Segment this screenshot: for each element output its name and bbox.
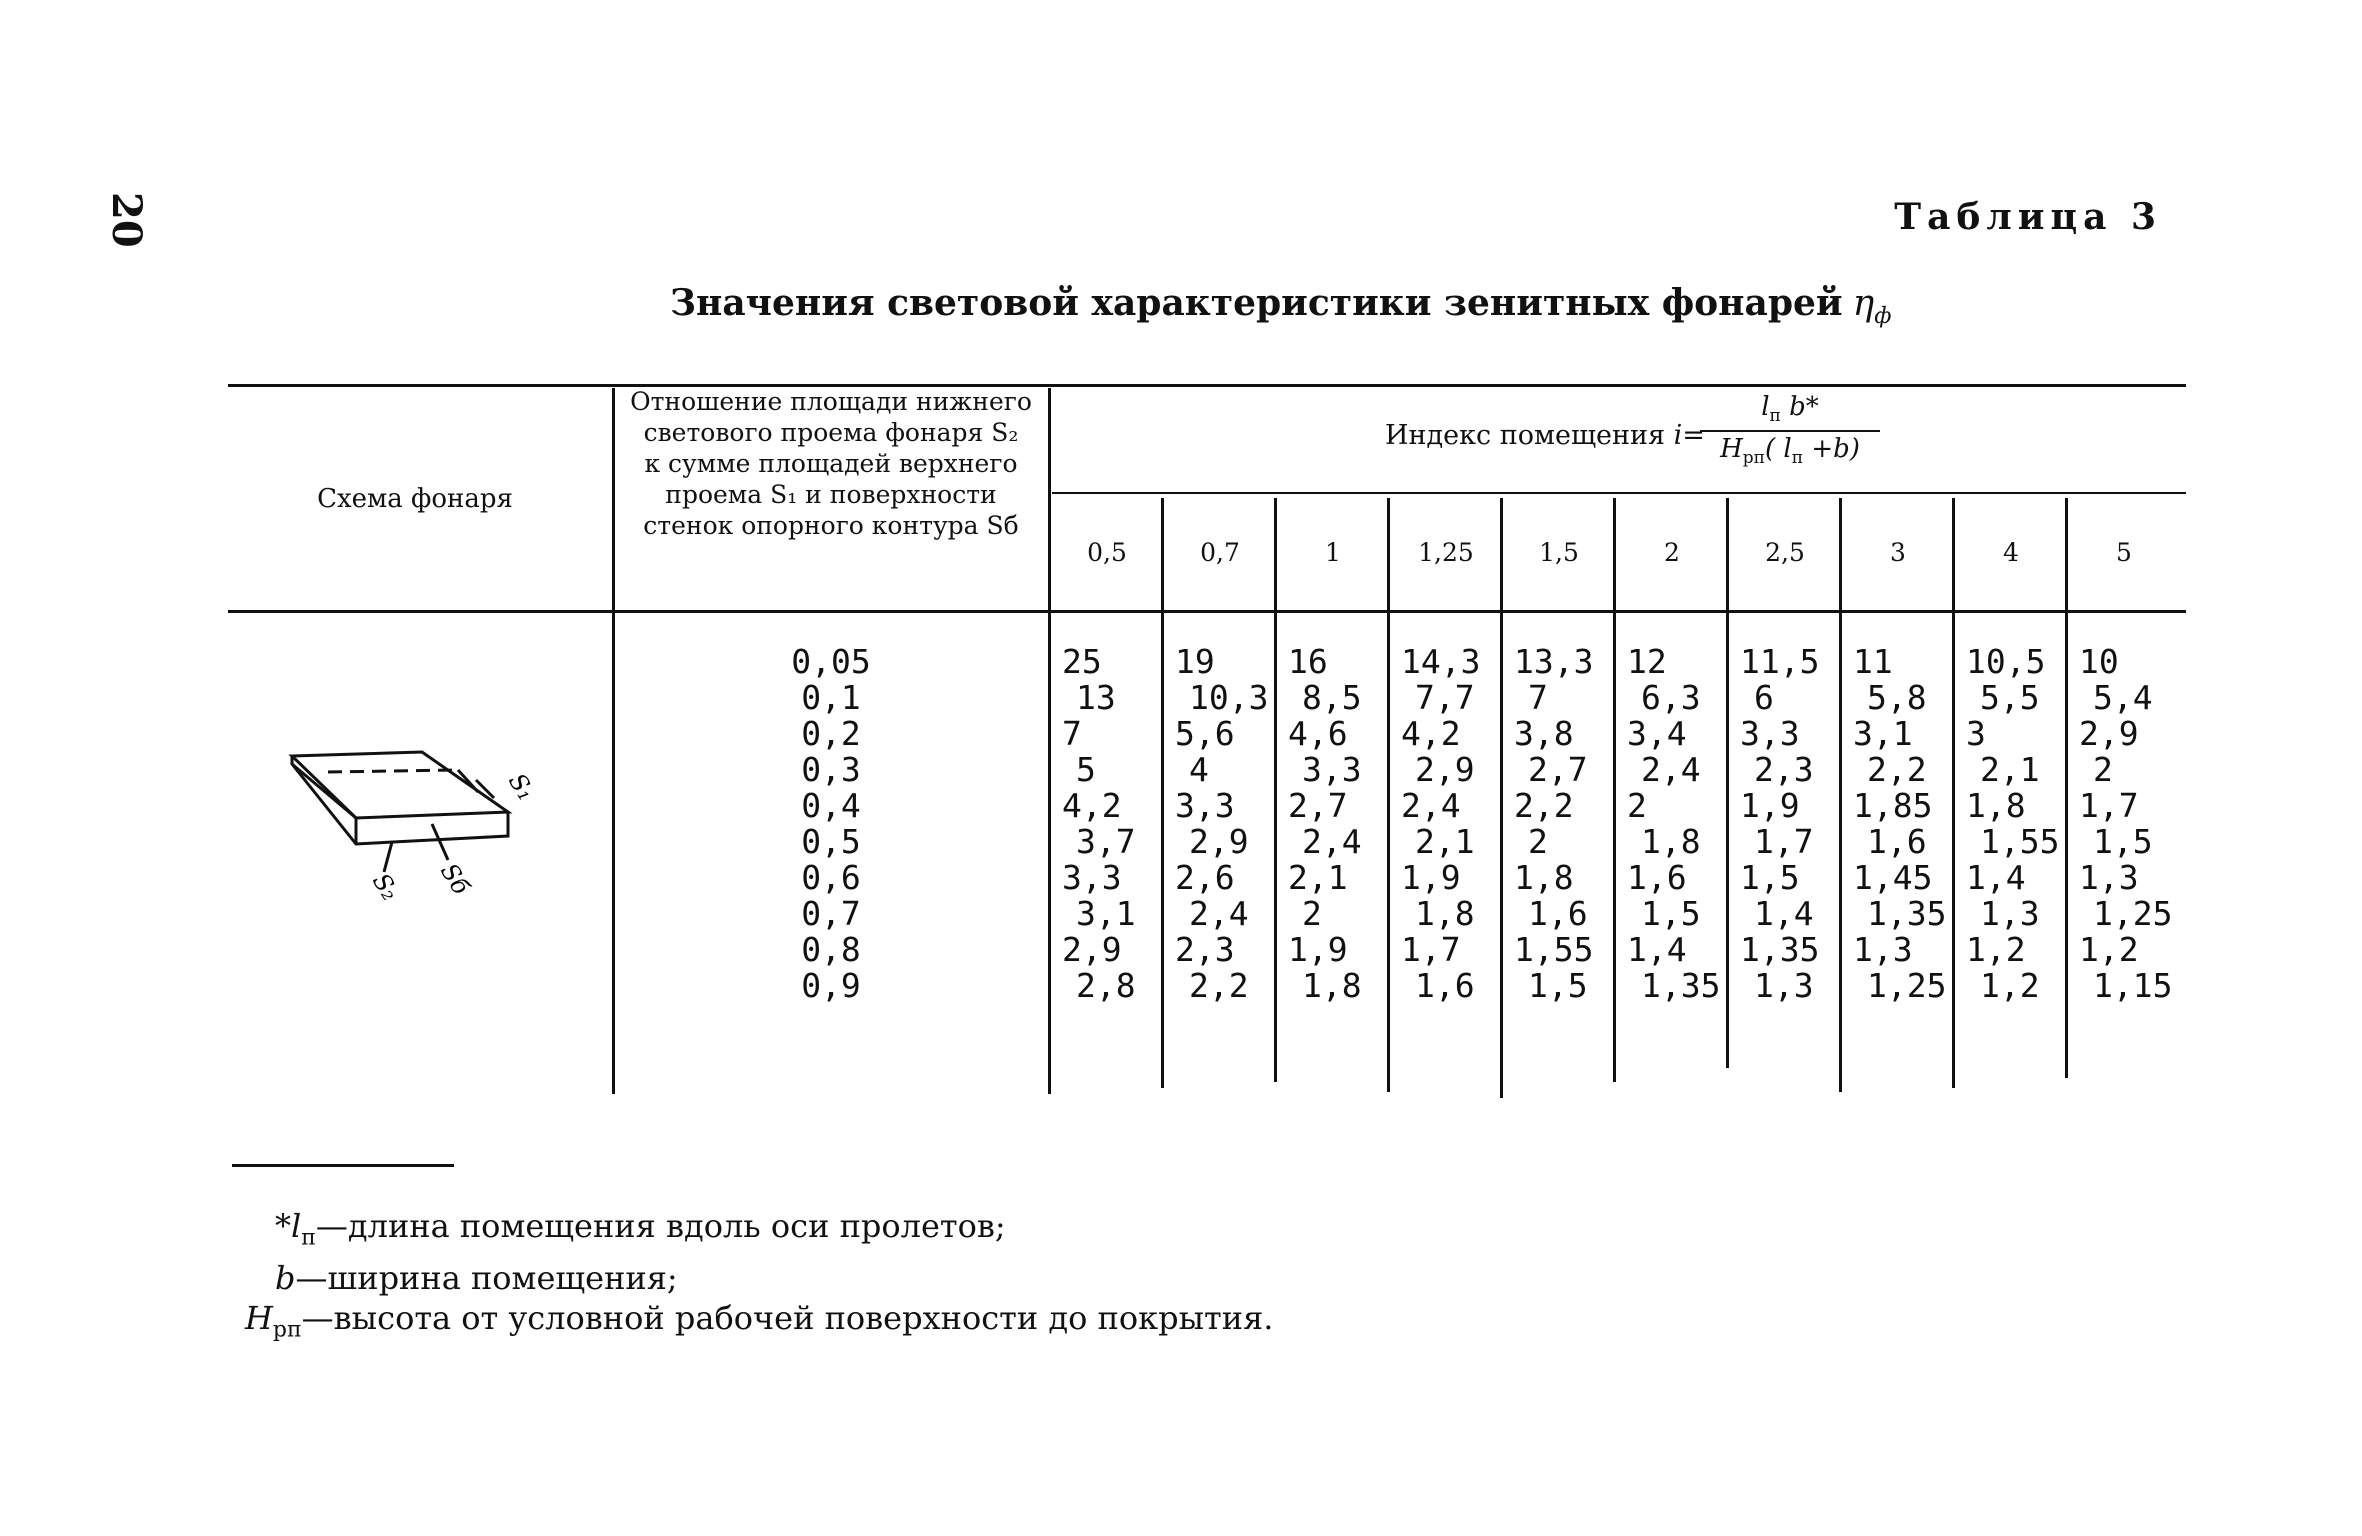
value-cell: 7,7 [1415,678,1475,717]
value-column [1062,644,1172,1004]
value-cell: 1,8 [1302,966,1362,1005]
value-cell: 1,35 [1740,930,1820,969]
value-cell: 1,35 [1867,894,1947,933]
value-cell: 1,5 [1740,858,1800,897]
value-cell: 2,9 [1062,930,1122,969]
value-cell: 3,1 [1076,894,1136,933]
value-cell: 1,4 [1966,858,2026,897]
value-cell: 7 [1528,678,1548,717]
value-cell: 2,2 [1514,786,1574,825]
skylight-scheme-diagram [280,720,580,920]
footnote-width: b—ширина помещения; [275,1259,678,1298]
value-cell: 1,8 [1415,894,1475,933]
value-cell: 1,4 [1754,894,1814,933]
value-cell: 2 [1302,894,1322,933]
value-cell: 1,2 [1966,930,2026,969]
value-cell: 1,5 [1641,894,1701,933]
value-cell: 4,6 [1288,714,1348,753]
value-cell: 3,3 [1062,858,1122,897]
value-column [1175,644,1285,1004]
title-text: Значения световой характеристики зенитных фонарей [670,282,1843,324]
value-cell: 2,4 [1401,786,1461,825]
index-column-header: 0,7 [1200,538,1240,567]
value-cell: 3,3 [1175,786,1235,825]
value-cell: 2,4 [1189,894,1249,933]
value-cell: 6,3 [1641,678,1701,717]
value-column [1966,644,2076,1004]
value-cell: 2,2 [1867,750,1927,789]
value-cell: 1,6 [1627,858,1687,897]
header-scheme: Схема фонаря [317,484,513,514]
value-cell: 1,15 [2093,966,2173,1005]
header-ratio-line: стенок опорного контура Sб [643,511,1019,540]
value-cell: 8,5 [1302,678,1362,717]
footnote-height: $H_{рп}—высота$ от условной рабочей поверхности до покрытия. [245,1299,1274,1343]
table-title [670,282,1891,329]
value-cell: 1,2 [1980,966,2040,1005]
value-column [1288,644,1398,1004]
value-cell: 1,7 [1401,930,1461,969]
value-cell: 6 [1754,678,1774,717]
value-cell: 1,9 [1740,786,1800,825]
value-cell: 1,3 [1754,966,1814,1005]
value-cell: 3,3 [1740,714,1800,753]
value-cell: 10 [2079,642,2119,681]
value-cell: 2,4 [1302,822,1362,861]
ratio-value: 0,1 [801,678,861,717]
value-cell: 2,7 [1288,786,1348,825]
value-cell: 2,9 [1415,750,1475,789]
ratio-value: 0,9 [801,966,861,1005]
value-cell: 7 [1062,714,1082,753]
index-header-rule [1052,492,2186,494]
page-number: 20 [103,192,150,248]
value-cell: 2 [2093,750,2113,789]
value-cell: 1,8 [1966,786,2026,825]
value-cell: 14,3 [1401,642,1481,681]
value-cell: 1,7 [1754,822,1814,861]
header-ratio-line: Отношение площади нижнего [630,387,1032,416]
value-cell: 1,8 [1514,858,1574,897]
footnote-length: $*l_п—длина$ помещения вдоль оси пролетов; [275,1207,1006,1251]
value-cell: 12 [1627,642,1667,681]
value-cell: 13,3 [1514,642,1594,681]
index-column-header: 2 [1664,538,1680,567]
value-cell: 2,8 [1076,966,1136,1005]
value-cell: 1,6 [1415,966,1475,1005]
header-ratio [616,386,1046,541]
value-cell: 2 [1528,822,1548,861]
value-column [1627,644,1737,1004]
value-cell: 19 [1175,642,1215,681]
value-cell: 2,6 [1175,858,1235,897]
footnote-rule [232,1164,454,1167]
value-cell: 3,3 [1302,750,1362,789]
value-cell: 3,4 [1627,714,1687,753]
ratio-value: 0,7 [801,894,861,933]
value-cell: 2,4 [1641,750,1701,789]
value-cell: 4 [1189,750,1209,789]
ratio-values [616,644,1046,1004]
value-cell: 1,6 [1867,822,1927,861]
index-column-header: 3 [1890,538,1906,567]
value-cell: 1,85 [1853,786,1933,825]
value-cell: 2,3 [1754,750,1814,789]
value-cell: 1,9 [1401,858,1461,897]
value-cell: 2,2 [1189,966,1249,1005]
value-column [1514,644,1624,1004]
value-cell: 2,1 [1980,750,2040,789]
value-cell: 2,1 [1288,858,1348,897]
ratio-value: 0,4 [801,786,861,825]
ratio-value: 0,3 [801,750,861,789]
value-cell: 5 [1076,750,1096,789]
value-column [2079,644,2189,1004]
value-column [1740,644,1850,1004]
value-cell: 2,9 [1189,822,1249,861]
header-ratio-line: к сумме площадей верхнего [644,449,1018,478]
value-cell: 11 [1853,642,1893,681]
value-cell: 1,9 [1288,930,1348,969]
footnotes [245,1206,1273,1351]
value-cell: 1,45 [1853,858,1933,897]
value-cell: 2,1 [1415,822,1475,861]
ratio-value: 0,5 [801,822,861,861]
ratio-value: 0,05 [791,642,871,681]
value-cell: 16 [1288,642,1328,681]
index-column-header: 0,5 [1087,538,1127,567]
value-cell: 5,5 [1980,678,2040,717]
value-cell: 1,35 [1641,966,1721,1005]
ratio-value: 0,6 [801,858,861,897]
value-cell: 2,7 [1528,750,1588,789]
value-cell: 2,3 [1175,930,1235,969]
label-s2: S₂ [366,868,405,906]
value-cell: 1,25 [2093,894,2173,933]
value-cell: 1,55 [1980,822,2060,861]
ratio-column-divider [1048,388,1051,1094]
value-cell: 13 [1076,678,1116,717]
value-cell: 11,5 [1740,642,1820,681]
value-cell: 3,7 [1076,822,1136,861]
value-cell: 5,6 [1175,714,1235,753]
value-cell: 10,5 [1966,642,2046,681]
value-cell: 2,9 [2079,714,2139,753]
ratio-value: 0,8 [801,930,861,969]
index-column-header: 1,25 [1418,538,1474,567]
index-column-header: 1 [1325,538,1341,567]
value-cell: 3 [1966,714,1986,753]
value-cell: 1,3 [1980,894,2040,933]
formula-numerator: $l_п$ b* [1761,392,1819,427]
header-ratio-line: светового проема фонаря S₂ [643,418,1019,447]
value-cell: 1,3 [1853,930,1913,969]
label-sb: Sб [434,858,476,900]
eta-symbol: $\eta_ф$ [1852,283,1892,330]
label-s1: S₁ [502,768,541,806]
value-cell: 5,8 [1867,678,1927,717]
value-cell: 1,25 [1867,966,1947,1005]
value-cell: 1,4 [1627,930,1687,969]
value-cell: 2 [1627,786,1647,825]
header-bottom-rule [228,610,2186,613]
value-cell: 3,8 [1514,714,1574,753]
index-column-header: 1,5 [1539,538,1579,567]
value-cell: 1,7 [2079,786,2139,825]
value-cell: 1,5 [1528,966,1588,1005]
value-cell: 1,8 [1641,822,1701,861]
value-cell: 5,4 [2093,678,2153,717]
index-column-header: 5 [2116,538,2132,567]
value-cell: 1,55 [1514,930,1594,969]
value-cell: 4,2 [1062,786,1122,825]
value-cell: 4,2 [1401,714,1461,753]
value-cell: 1,3 [2079,858,2139,897]
formula-denominator: $H_{рп}$( $l_п +b$) [1700,430,1880,468]
header-room-index: Индекс помещения i= [1385,420,1705,451]
scheme-column-divider [612,388,615,1094]
ratio-value: 0,2 [801,714,861,753]
header-ratio-line: проема S₁ и поверхности [665,480,997,509]
index-column-header: 2,5 [1765,538,1805,567]
value-column [1401,644,1511,1004]
table-label: Таблица 3 [1894,196,2162,238]
value-cell: 3,1 [1853,714,1913,753]
value-cell: 1,2 [2079,930,2139,969]
value-cell: 25 [1062,642,1102,681]
value-column [1853,644,1963,1004]
room-index-formula [1700,392,1880,468]
value-cell: 10,3 [1189,678,1269,717]
value-cell: 1,5 [2093,822,2153,861]
table-top-rule [228,384,2186,387]
value-cell: 1,6 [1528,894,1588,933]
index-column-header: 4 [2003,538,2019,567]
